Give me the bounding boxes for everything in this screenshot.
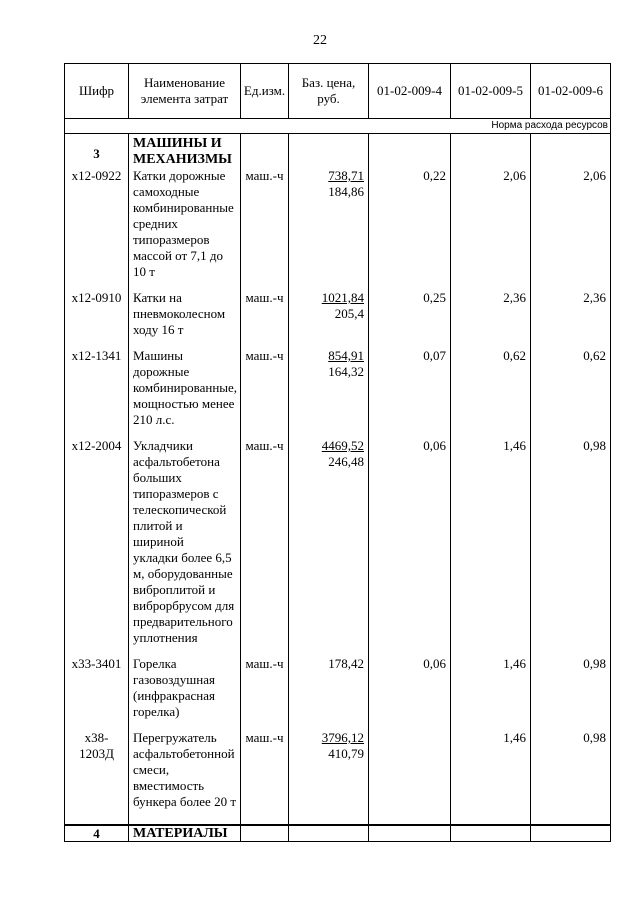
unit-of-measure: маш.-ч bbox=[241, 438, 289, 656]
resource-code: х12-2004 bbox=[65, 438, 129, 656]
price-wage: 410,79 bbox=[328, 746, 364, 761]
resource-name: Катки дорожные самоходные комбинированные средних типоразмеров массой от 7,1 до 10 т bbox=[129, 168, 241, 290]
resource-name: Машины дорожные комбинированные, мощностью менее 210 л.с. bbox=[129, 348, 241, 438]
norm-009-5: 0,62 bbox=[451, 348, 531, 438]
base-price bbox=[289, 730, 369, 825]
table-header-row bbox=[65, 64, 611, 119]
resource-code: х12-1341 bbox=[65, 348, 129, 438]
resource-table bbox=[64, 63, 611, 842]
norm-009-5: 2,36 bbox=[451, 290, 531, 348]
unit-of-measure: маш.-ч bbox=[241, 348, 289, 438]
section-code: 4 bbox=[65, 825, 129, 842]
section-row-machines bbox=[65, 134, 611, 169]
header-unit: Ед.изм. bbox=[241, 64, 289, 119]
base-price bbox=[289, 348, 369, 438]
norm-009-4 bbox=[369, 730, 451, 825]
price-total: 4469,52 bbox=[321, 438, 364, 453]
table-row bbox=[65, 290, 611, 348]
base-price bbox=[289, 656, 369, 730]
norm-009-4: 0,06 bbox=[369, 438, 451, 656]
norm-009-5: 1,46 bbox=[451, 656, 531, 730]
table-row bbox=[65, 348, 611, 438]
base-price bbox=[289, 168, 369, 290]
unit-of-measure: маш.-ч bbox=[241, 656, 289, 730]
section-name: МАТЕРИАЛЫ bbox=[129, 825, 241, 842]
norm-009-6: 2,36 bbox=[531, 290, 611, 348]
unit-of-measure: маш.-ч bbox=[241, 168, 289, 290]
price-total: 854,91 bbox=[328, 348, 364, 363]
table-row bbox=[65, 168, 611, 290]
norm-009-5: 2,06 bbox=[451, 168, 531, 290]
price-total: 3796,12 bbox=[321, 730, 364, 745]
header-name: Наименование элемента затрат bbox=[129, 64, 241, 119]
norm-009-4: 0,22 bbox=[369, 168, 451, 290]
norm-009-6: 2,06 bbox=[531, 168, 611, 290]
price-wage: 164,32 bbox=[328, 364, 364, 379]
header-col-009-5: 01-02-009-5 bbox=[451, 64, 531, 119]
price-total: 178,42 bbox=[328, 656, 364, 671]
table-row bbox=[65, 656, 611, 730]
base-price bbox=[289, 438, 369, 656]
header-col-009-6: 01-02-009-6 bbox=[531, 64, 611, 119]
resource-name: Укладчики асфальтобетона больших типоразмеров с телескопической плитой и шириной укладки более 6,5 м, оборудованные виброплитой и виброрбрусом для предварительного уплотнения bbox=[129, 438, 241, 656]
norm-label-row bbox=[65, 119, 611, 134]
norm-009-6: 0,98 bbox=[531, 730, 611, 825]
norm-009-5: 1,46 bbox=[451, 730, 531, 825]
resource-name: Катки на пневмоколесном ходу 16 т bbox=[129, 290, 241, 348]
section-name: МАШИНЫ И МЕХАНИЗМЫ bbox=[129, 134, 241, 169]
unit-of-measure: маш.-ч bbox=[241, 730, 289, 825]
norm-label: Норма расхода ресурсов bbox=[65, 119, 611, 134]
header-code: Шифр bbox=[65, 64, 129, 119]
norm-009-4: 0,07 bbox=[369, 348, 451, 438]
table-row bbox=[65, 438, 611, 656]
price-total: 1021,84 bbox=[321, 290, 364, 305]
header-price: Баз. цена, руб. bbox=[289, 64, 369, 119]
resource-name: Перегружатель асфальтобетонной смеси, вместимость бункера более 20 т bbox=[129, 730, 241, 825]
section-code: 3 bbox=[65, 134, 129, 169]
section-row-materials bbox=[65, 825, 611, 842]
norm-009-6: 0,98 bbox=[531, 656, 611, 730]
unit-of-measure: маш.-ч bbox=[241, 290, 289, 348]
norm-009-4: 0,06 bbox=[369, 656, 451, 730]
resource-code: х33-3401 bbox=[65, 656, 129, 730]
resource-name: Горелка газовоздушная (инфракрасная горелка) bbox=[129, 656, 241, 730]
price-wage: 184,86 bbox=[328, 184, 364, 199]
resource-code: х12-0910 bbox=[65, 290, 129, 348]
norm-009-4: 0,25 bbox=[369, 290, 451, 348]
resource-code: х12-0922 bbox=[65, 168, 129, 290]
price-total: 738,71 bbox=[328, 168, 364, 183]
norm-009-5: 1,46 bbox=[451, 438, 531, 656]
norm-009-6: 0,62 bbox=[531, 348, 611, 438]
table-row bbox=[65, 730, 611, 825]
price-wage: 246,48 bbox=[328, 454, 364, 469]
header-col-009-4: 01-02-009-4 bbox=[369, 64, 451, 119]
norm-009-6: 0,98 bbox=[531, 438, 611, 656]
price-wage: 205,4 bbox=[334, 306, 364, 321]
resource-code: х38-1203Д bbox=[65, 730, 129, 825]
base-price bbox=[289, 290, 369, 348]
page-number: 22 bbox=[313, 33, 327, 48]
